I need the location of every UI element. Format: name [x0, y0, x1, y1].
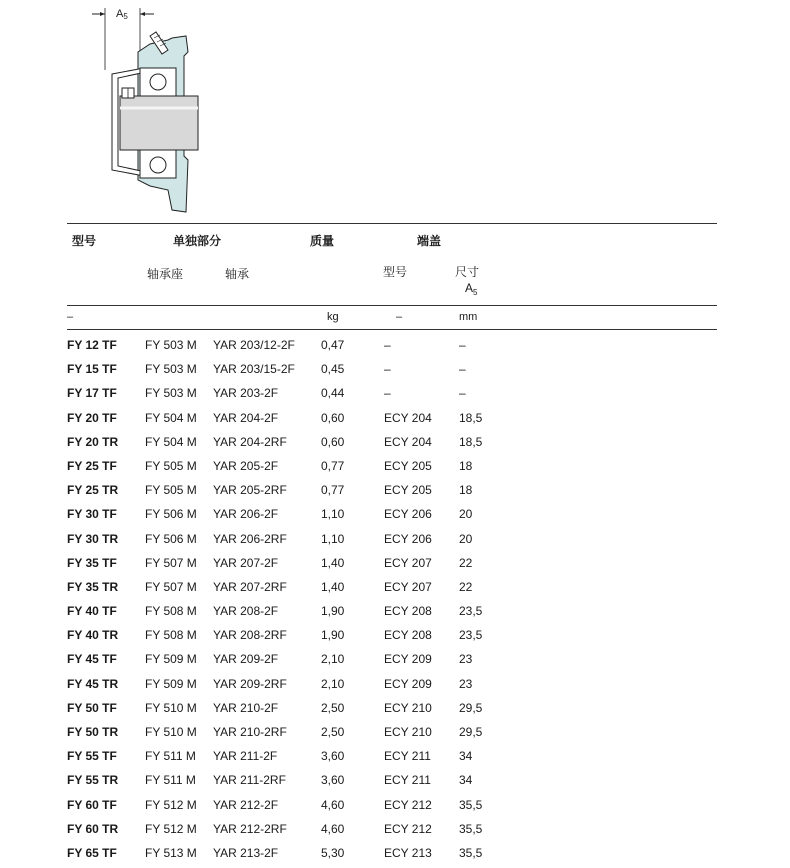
cell-end-cover: ECY 212 — [384, 797, 432, 812]
unit-designation: – — [67, 311, 74, 323]
cell-designation: FY 30 TR — [67, 531, 119, 546]
cell-bearing: YAR 206-2F — [213, 507, 279, 522]
cell-mass: 2,50 — [321, 725, 345, 739]
cell-designation: FY 12 TF — [67, 338, 117, 352]
table-row — [0, 479, 790, 503]
cell-mass: 0,44 — [321, 386, 345, 401]
table-row — [0, 576, 790, 600]
cell-end-cover: ECY 204 — [384, 434, 432, 449]
cell-dimension-a5: – — [459, 386, 466, 401]
cell-bearing: YAR 205-2F — [213, 458, 279, 473]
header-components: 单独部分 — [173, 234, 222, 248]
cell-dimension-a5: 22 — [459, 555, 473, 570]
cell-designation: FY 45 TR — [67, 676, 119, 691]
cell-mass: 4,60 — [321, 797, 345, 812]
cell-housing: FY 503 M — [145, 362, 197, 377]
cell-housing: FY 508 M — [145, 604, 197, 619]
table-row — [0, 624, 790, 648]
table-row — [0, 528, 790, 552]
cell-housing: FY 503 M — [145, 386, 197, 401]
cell-bearing: YAR 213-2F — [213, 845, 279, 860]
cell-bearing: YAR 210-2F — [213, 700, 279, 715]
cell-dimension-a5: 18 — [459, 458, 473, 473]
cell-dimension-a5: 20 — [459, 531, 473, 546]
cell-designation: FY 55 TR — [67, 773, 119, 788]
table-header-rule — [67, 305, 717, 306]
header-end-cover: 端盖 — [417, 234, 442, 248]
header-designation: 型号 — [72, 234, 97, 248]
cell-housing: FY 504 M — [145, 410, 197, 425]
cell-dimension-a5: 18 — [459, 483, 473, 498]
cell-end-cover: ECY 211 — [384, 773, 431, 788]
cell-dimension-a5: 23 — [459, 652, 473, 667]
cell-mass: 0,60 — [321, 410, 345, 425]
cell-dimension-a5: 23,5 — [459, 628, 483, 643]
cell-bearing: YAR 209-2F — [213, 652, 279, 667]
cell-end-cover: ECY 204 — [384, 410, 432, 425]
cell-dimension-a5: 35,5 — [459, 845, 483, 860]
cell-housing: FY 510 M — [145, 700, 197, 715]
cell-housing: FY 512 M — [145, 821, 197, 836]
header-bearing: 轴承 — [225, 267, 250, 281]
cell-mass: 5,30 — [321, 845, 345, 860]
cell-housing: FY 505 M — [145, 483, 197, 498]
cell-mass: 2,10 — [321, 676, 345, 691]
cell-designation: FY 65 TF — [67, 845, 117, 860]
cell-end-cover: – — [384, 338, 391, 352]
cell-bearing: YAR 208-2RF — [213, 628, 287, 643]
table-row — [0, 600, 790, 624]
cell-bearing: YAR 207-2F — [213, 555, 279, 570]
table-row — [0, 407, 790, 431]
table-units-rule — [67, 329, 717, 330]
cell-bearing: YAR 212-2F — [213, 797, 279, 812]
cell-end-cover: ECY 212 — [384, 821, 432, 836]
table-row — [0, 431, 790, 455]
cell-dimension-a5: – — [459, 362, 466, 377]
cell-designation: FY 30 TF — [67, 507, 117, 522]
cell-end-cover: ECY 205 — [384, 458, 432, 473]
cell-bearing: YAR 203/15-2F — [213, 362, 295, 377]
cell-end-cover: – — [384, 386, 391, 401]
table-row — [0, 842, 790, 866]
cell-end-cover: ECY 206 — [384, 507, 432, 522]
table-row — [0, 334, 790, 358]
cell-end-cover: ECY 210 — [384, 725, 432, 739]
cell-designation: FY 40 TF — [67, 604, 117, 619]
cell-bearing: YAR 206-2RF — [213, 531, 287, 546]
table-body — [0, 334, 790, 866]
cell-housing: FY 511 M — [145, 749, 196, 764]
cell-housing: FY 512 M — [145, 797, 197, 812]
bearing-unit-drawing — [88, 0, 208, 218]
table-row — [0, 697, 790, 721]
cell-housing: FY 507 M — [145, 555, 197, 570]
cell-end-cover: ECY 213 — [384, 845, 432, 860]
table-row — [0, 503, 790, 527]
cell-housing: FY 509 M — [145, 652, 197, 667]
cell-end-cover: ECY 207 — [384, 579, 432, 594]
cell-housing: FY 506 M — [145, 507, 197, 522]
cell-designation: FY 35 TF — [67, 555, 117, 570]
cell-designation: FY 60 TF — [67, 797, 117, 812]
unit-mass: kg — [327, 311, 339, 323]
ball-bottom — [150, 157, 166, 173]
table-row — [0, 673, 790, 697]
cell-bearing: YAR 210-2RF — [213, 725, 287, 739]
cell-mass: 1,10 — [321, 531, 345, 546]
header-mass: 质量 — [310, 234, 335, 248]
table-row — [0, 358, 790, 382]
cell-housing: FY 510 M — [145, 725, 197, 739]
cell-housing: FY 513 M — [145, 845, 197, 860]
cell-mass: 2,50 — [321, 700, 345, 715]
cell-dimension-a5: 34 — [459, 773, 473, 788]
cell-mass: 4,60 — [321, 821, 345, 836]
cell-designation: FY 45 TF — [67, 652, 117, 667]
cell-dimension-a5: 34 — [459, 749, 473, 764]
cell-mass: 0,47 — [321, 338, 345, 352]
cell-bearing: YAR 211-2F — [213, 749, 278, 764]
cell-designation: FY 20 TR — [67, 434, 119, 449]
cell-dimension-a5: 18,5 — [459, 434, 483, 449]
table-row — [0, 552, 790, 576]
cell-mass: 0,45 — [321, 362, 345, 377]
cell-housing: FY 506 M — [145, 531, 197, 546]
cell-bearing: YAR 204-2RF — [213, 434, 287, 449]
cell-mass: 0,60 — [321, 434, 345, 449]
cell-bearing: YAR 203-2F — [213, 386, 279, 401]
cell-mass: 3,60 — [321, 773, 345, 788]
cell-bearing: YAR 209-2RF — [213, 676, 287, 691]
cell-designation: FY 60 TR — [67, 821, 119, 836]
cell-end-cover: ECY 207 — [384, 555, 432, 570]
cell-bearing: YAR 208-2F — [213, 604, 279, 619]
header-dimension: 尺寸 — [455, 265, 480, 279]
ball-top — [150, 74, 166, 90]
cell-designation: FY 40 TR — [67, 628, 119, 643]
cell-designation: FY 25 TF — [67, 458, 117, 473]
cell-designation: FY 25 TR — [67, 483, 119, 498]
cell-designation: FY 50 TF — [67, 700, 117, 715]
cell-dimension-a5: 23 — [459, 676, 473, 691]
table-top-rule — [67, 223, 717, 224]
cell-dimension-a5: 35,5 — [459, 821, 483, 836]
shaft — [120, 96, 198, 150]
cell-mass: 3,60 — [321, 749, 345, 764]
cell-bearing: YAR 212-2RF — [213, 821, 287, 836]
cell-end-cover: ECY 210 — [384, 700, 432, 715]
cell-housing: FY 507 M — [145, 579, 197, 594]
cell-housing: FY 511 M — [145, 773, 196, 788]
cell-bearing: YAR 203/12-2F — [213, 338, 295, 352]
cell-end-cover: ECY 211 — [384, 749, 431, 764]
cell-dimension-a5: 29,5 — [459, 700, 483, 715]
cell-bearing: YAR 211-2RF — [213, 773, 286, 788]
cell-designation: FY 55 TF — [67, 749, 117, 764]
cell-end-cover: ECY 209 — [384, 652, 432, 667]
cell-housing: FY 509 M — [145, 676, 197, 691]
cell-dimension-a5: 22 — [459, 579, 473, 594]
header-dimension-a5: $A_5$ — [465, 281, 478, 297]
unit-cover: – — [396, 311, 403, 323]
table-row — [0, 721, 790, 745]
cell-dimension-a5: 18,5 — [459, 410, 483, 425]
header-cover-designation: 型号 — [383, 265, 408, 279]
cell-mass: 1,10 — [321, 507, 345, 522]
table-row — [0, 648, 790, 672]
cell-end-cover: ECY 208 — [384, 604, 432, 619]
table-row — [0, 818, 790, 842]
cell-designation: FY 50 TR — [67, 725, 119, 739]
cell-designation: FY 17 TF — [67, 386, 117, 401]
table-row — [0, 382, 790, 406]
cell-end-cover: ECY 206 — [384, 531, 432, 546]
cell-end-cover: ECY 208 — [384, 628, 432, 643]
cell-housing: FY 508 M — [145, 628, 197, 643]
cell-dimension-a5: 29,5 — [459, 725, 483, 739]
cell-dimension-a5: 23,5 — [459, 604, 483, 619]
table-row — [0, 745, 790, 769]
cell-end-cover: ECY 205 — [384, 483, 432, 498]
cell-bearing: YAR 204-2F — [213, 410, 279, 425]
cell-bearing: YAR 205-2RF — [213, 483, 287, 498]
header-housing: 轴承座 — [147, 267, 184, 281]
unit-a5: mm — [459, 311, 478, 323]
cell-mass: 2,10 — [321, 652, 345, 667]
cell-mass: 1,40 — [321, 579, 345, 594]
cell-bearing: YAR 207-2RF — [213, 579, 287, 594]
cell-designation: FY 20 TF — [67, 410, 117, 425]
cell-end-cover: – — [384, 362, 391, 377]
cell-mass: 0,77 — [321, 483, 345, 498]
cell-mass: 1,40 — [321, 555, 345, 570]
cell-dimension-a5: – — [459, 338, 466, 352]
table-row — [0, 455, 790, 479]
cell-dimension-a5: 35,5 — [459, 797, 483, 812]
cell-mass: 0,77 — [321, 458, 345, 473]
cell-designation: FY 15 TF — [67, 362, 117, 377]
cell-housing: FY 503 M — [145, 338, 197, 352]
cell-designation: FY 35 TR — [67, 579, 119, 594]
cell-housing: FY 505 M — [145, 458, 197, 473]
table-row — [0, 794, 790, 818]
cell-dimension-a5: 20 — [459, 507, 473, 522]
cell-end-cover: ECY 209 — [384, 676, 432, 691]
cell-mass: 1,90 — [321, 628, 345, 643]
table-row — [0, 769, 790, 793]
dimension-label: A5 — [116, 8, 128, 21]
cell-housing: FY 504 M — [145, 434, 197, 449]
cell-mass: 1,90 — [321, 604, 345, 619]
